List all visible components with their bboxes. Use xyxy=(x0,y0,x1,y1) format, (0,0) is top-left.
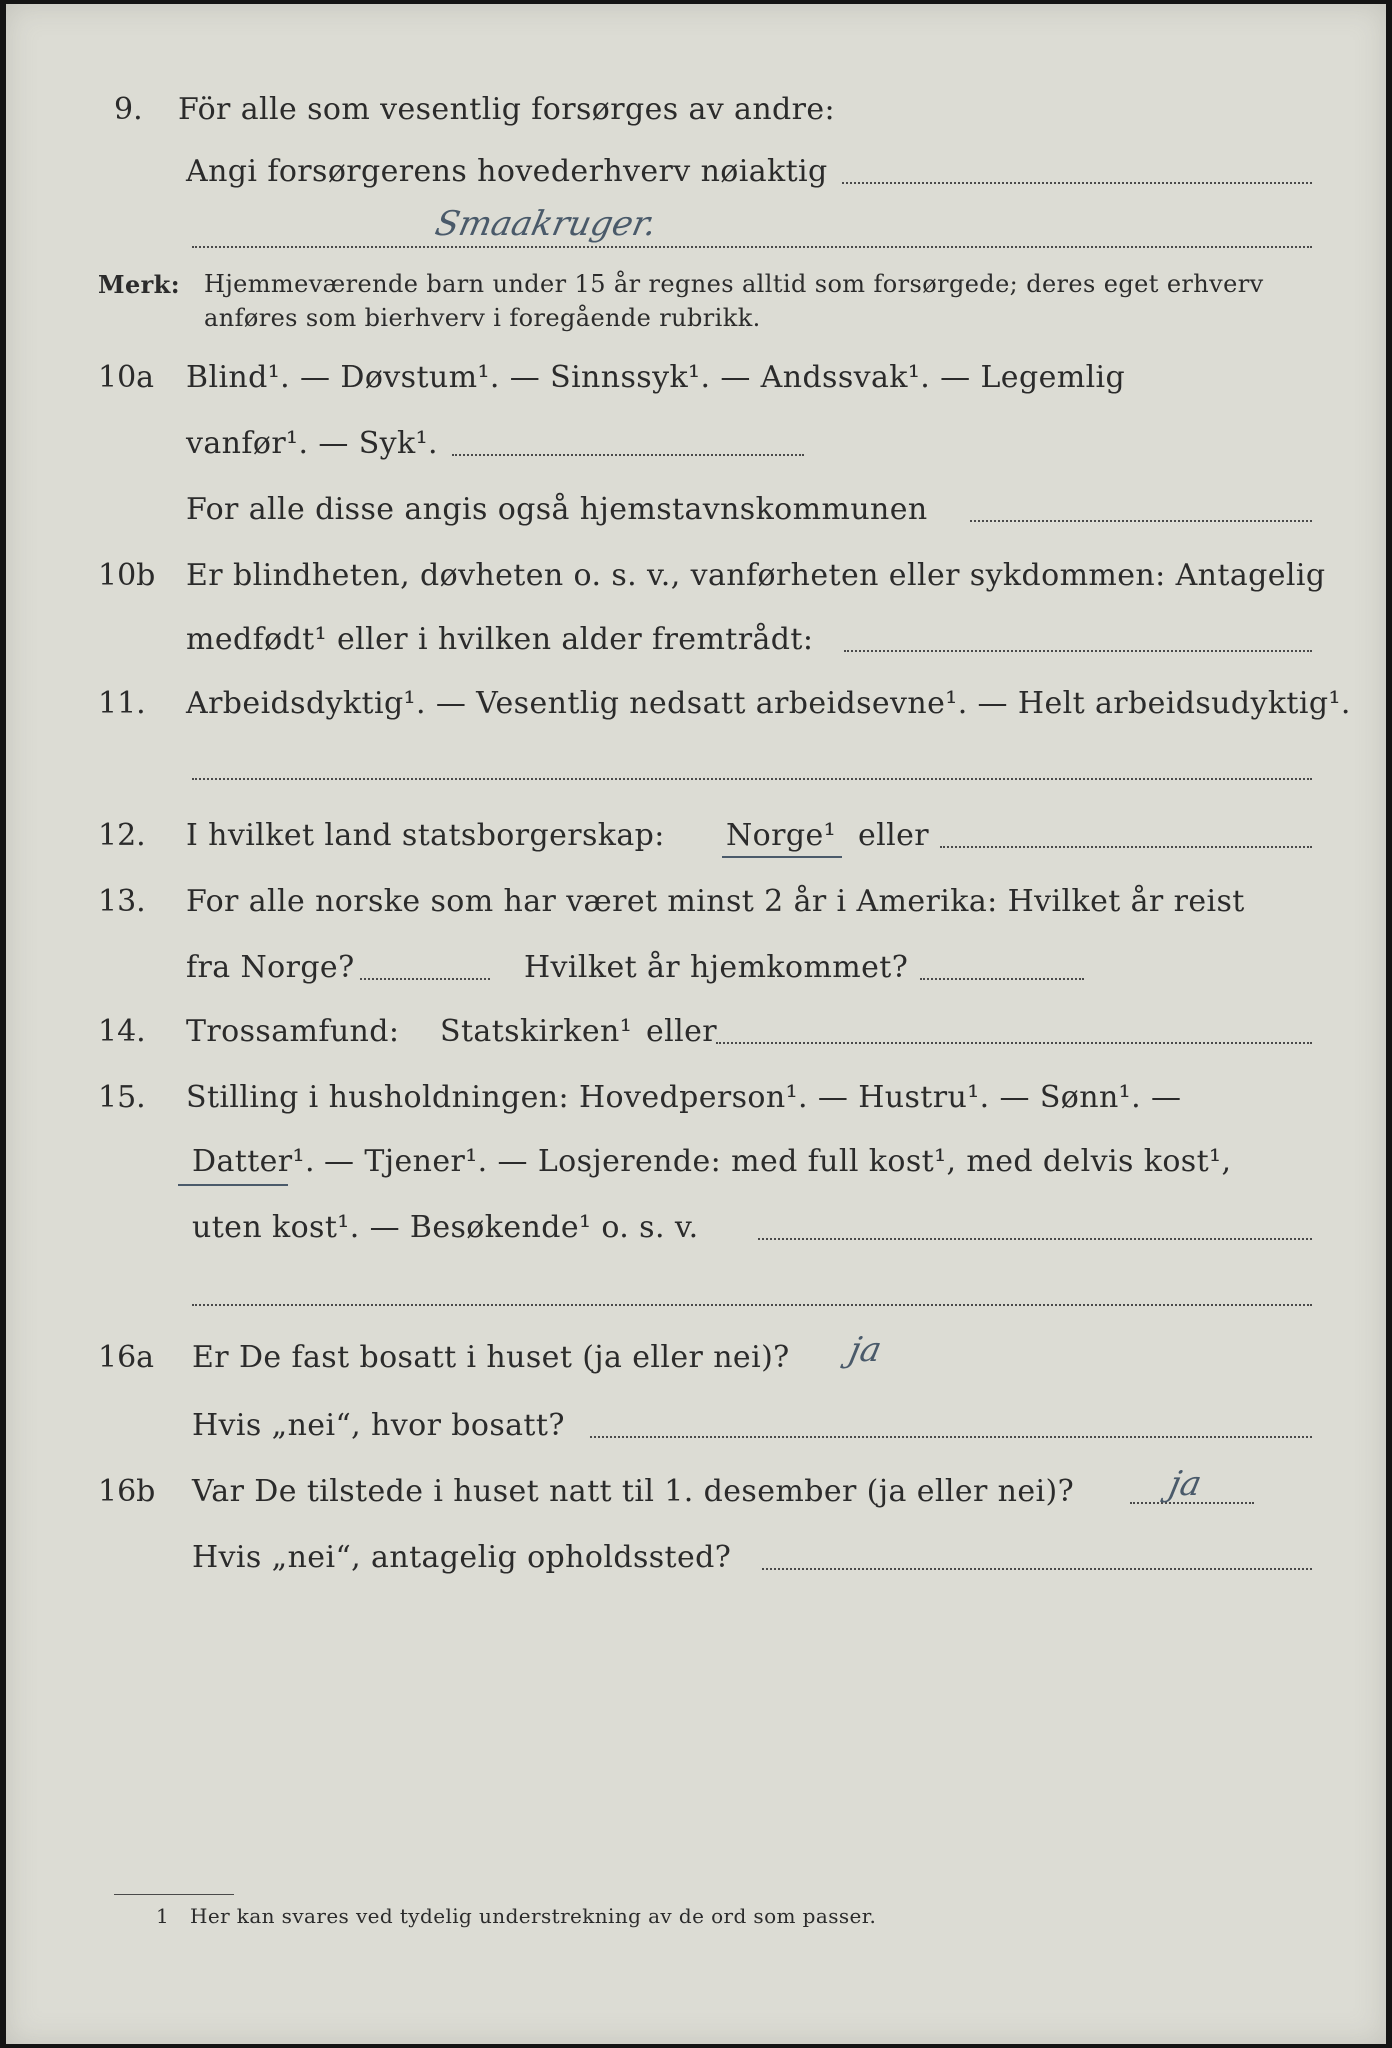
q16a-number: 16a xyxy=(98,1340,155,1375)
footnote-mark: 1 xyxy=(156,1904,170,1928)
q16a-line-1: Er De fast bosatt i huset (ja eller nei)? xyxy=(192,1340,790,1375)
q10a-number: 10a xyxy=(98,360,155,395)
q14-number: 14. xyxy=(98,1014,146,1049)
q12-prefix: I hvilket land statsborgerskap: xyxy=(186,818,665,853)
q9-title: För alle som vesentlig forsørges av andre: xyxy=(178,92,836,127)
q12-number: 12. xyxy=(98,818,146,853)
q9-answer-line xyxy=(192,246,1312,248)
q15-line-3-fill xyxy=(758,1238,1312,1240)
merk-line-1: Hjemmeværende barn under 15 år regnes alltid som forsørgede; deres eget erhverv xyxy=(204,270,1264,298)
q11-number: 11. xyxy=(98,686,146,721)
q16b-line-2: Hvis „nei“, antagelig opholdssted? xyxy=(192,1540,732,1575)
q15-option-datter: Datter¹. xyxy=(192,1144,315,1179)
q14-prefix: Trossamfund: xyxy=(186,1014,400,1049)
merk-line-2: anføres som bierhverv i foregående rubrikk. xyxy=(204,304,761,332)
q15-datter-underline xyxy=(178,1184,288,1186)
q16a-handwritten-answer: ja xyxy=(845,1330,886,1370)
q9-number: 9. xyxy=(114,92,143,127)
q15-number: 15. xyxy=(98,1080,146,1115)
q13-line-1: For alle norske som har været minst 2 år i Amerika: Hvilket år reist xyxy=(186,884,1245,919)
q15-answer-line xyxy=(192,1304,1312,1306)
q10a-line-1: Blind¹. — Døvstum¹. — Sinnssyk¹. — Andssvak¹. — Legemlig xyxy=(186,360,1126,395)
q9-prompt: Angi forsørgerens hovederhverv nøiaktig xyxy=(186,154,828,189)
q10a-line-2-fill xyxy=(452,454,804,456)
q12-norge-underline xyxy=(722,856,842,858)
q9-prompt-fill-line xyxy=(842,182,1312,184)
q9-handwritten-answer: Smaakruger. xyxy=(431,204,661,244)
q13-line-2b-fill xyxy=(920,978,1084,980)
q16b-number: 16b xyxy=(98,1474,156,1509)
census-form-page xyxy=(6,4,1386,2044)
q10b-number: 10b xyxy=(98,558,156,593)
q11-line-1: Arbeidsdyktig¹. — Vesentlig nedsatt arbeidsevne¹. — Helt arbeidsudyktig¹. xyxy=(186,686,1351,721)
q15-line-2: — Tjener¹. — Losjerende: med full kost¹, med delvis kost¹, xyxy=(324,1144,1232,1179)
footnote-text: Her kan svares ved tydelig understrekning av de ord som passer. xyxy=(190,1904,877,1928)
q16b-handwritten-answer: ja xyxy=(1165,1464,1206,1504)
q13-number: 13. xyxy=(98,884,146,919)
q12-fill-line xyxy=(940,846,1312,848)
q16a-line-2: Hvis „nei“, hvor bosatt? xyxy=(192,1408,565,1443)
q10a-line-3: For alle disse angis også hjemstavnskommunen xyxy=(186,492,928,527)
q10b-line-2-fill xyxy=(844,650,1312,652)
q12-option-norge: Norge¹ xyxy=(726,818,837,853)
q13-line-2a: fra Norge? xyxy=(186,950,355,985)
q10b-line-2: medfødt¹ eller i hvilken alder fremtrådt: xyxy=(186,622,814,657)
q11-answer-line xyxy=(192,778,1312,780)
q10b-line-1: Er blindheten, døvheten o. s. v., vanførheten eller sykdommen: Antagelig xyxy=(186,558,1326,593)
q14-suffix: eller xyxy=(646,1014,718,1049)
q16b-line-1: Var De tilstede i huset natt til 1. desember (ja eller nei)? xyxy=(192,1474,1075,1509)
q13-line-2a-fill xyxy=(360,978,490,980)
q10a-line-3-fill xyxy=(970,520,1312,522)
q16a-line-2-fill xyxy=(590,1436,1312,1438)
q10a-line-2: vanfør¹. — Syk¹. xyxy=(186,426,438,461)
q15-line-1: Stilling i husholdningen: Hovedperson¹. — Hustru¹. — Sønn¹. — xyxy=(186,1080,1182,1115)
q14-fill-line xyxy=(716,1042,1312,1044)
merk-label: Merk: xyxy=(98,270,180,299)
q15-line-3: uten kost¹. — Besøkende¹ o. s. v. xyxy=(192,1210,699,1245)
q16b-line-2-fill xyxy=(762,1568,1312,1570)
footnote-rule xyxy=(114,1894,234,1895)
q13-line-2b: Hvilket år hjemkommet? xyxy=(524,950,909,985)
q14-option-statskirken: Statskirken¹ xyxy=(440,1014,633,1049)
q12-suffix: eller xyxy=(858,818,930,853)
